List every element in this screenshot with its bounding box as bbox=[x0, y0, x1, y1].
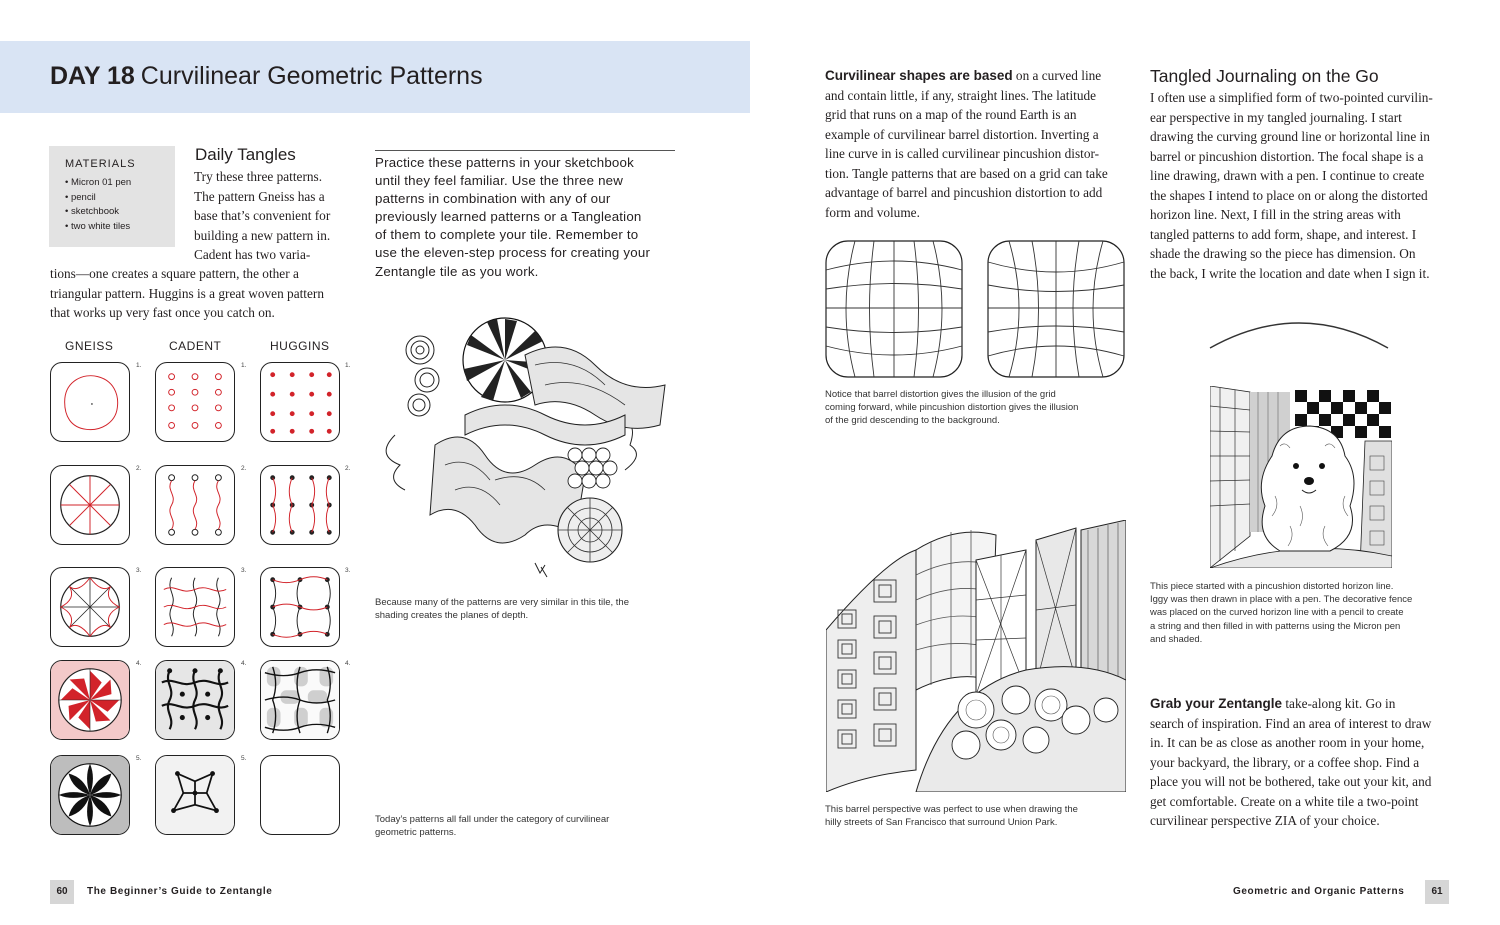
gneiss-step-1 bbox=[50, 362, 130, 442]
text-line: coming forward, while pincushion distortion gives the illusion bbox=[825, 402, 1079, 414]
day-label: DAY 18 bbox=[50, 62, 135, 90]
text-line: the shapes I intend to place on or along the distorted bbox=[1150, 187, 1428, 203]
text-line: a string and then filled in with patterns using the Micron pen bbox=[1150, 620, 1401, 632]
distortion-caption bbox=[825, 388, 1078, 428]
text-line: ear perspective in my tangled journaling. I start bbox=[1150, 109, 1402, 125]
daily-tangles-text-wide bbox=[50, 264, 324, 323]
curvilinear-lead: Curvilinear shapes are based bbox=[825, 68, 1013, 83]
grab-lead: Grab your Zentangle bbox=[1150, 696, 1283, 711]
step-number: 1. bbox=[241, 362, 247, 369]
text-line: tangled patterns to add form, shape, and interest. I bbox=[1150, 226, 1417, 242]
page-title bbox=[50, 62, 483, 91]
text-line: Try these three patterns. bbox=[194, 169, 323, 184]
cadent-step-2 bbox=[155, 465, 235, 545]
text-line bbox=[825, 66, 1108, 86]
text-line bbox=[1150, 694, 1431, 714]
step-number: 4. bbox=[241, 660, 247, 667]
step-number: 2. bbox=[241, 465, 247, 472]
text-line: This piece started with a pincushion distorted horizon line. bbox=[1150, 581, 1394, 592]
cadent-step-4 bbox=[155, 660, 235, 740]
daily-tangles-heading: Daily Tangles bbox=[195, 145, 296, 164]
text-line: line curve in is called curvilinear pincushion distor- bbox=[825, 146, 1100, 161]
right-running-title: Geometric and Organic Patterns bbox=[1233, 886, 1405, 897]
text-line: get comfortable. Create on a white tile a two-point bbox=[1150, 793, 1419, 809]
text-line: triangular pattern. Huggins is a great woven pattern bbox=[50, 285, 324, 301]
journaling-text bbox=[1150, 88, 1433, 283]
category-caption bbox=[375, 813, 609, 839]
text-line: advantage of barrel and pincushion distortion to add bbox=[825, 185, 1103, 200]
text-line: This barrel perspective was perfect to use when drawing the bbox=[825, 804, 1078, 815]
huggins-step-4 bbox=[260, 660, 340, 740]
text-line: tion. Tangle patterns that are based on a grid can take bbox=[825, 165, 1108, 181]
tangle-tile-illustration bbox=[375, 305, 675, 585]
huggins-step-1 bbox=[260, 362, 340, 442]
divider bbox=[375, 150, 675, 151]
text-line: and shaded. bbox=[1150, 633, 1203, 645]
text-line: form and volume. bbox=[825, 204, 920, 220]
text-line: line drawing, drawn with a pen. I continue to create bbox=[1150, 168, 1425, 183]
materials-item: • two white tiles bbox=[65, 220, 175, 235]
gneiss-step-4 bbox=[50, 660, 130, 740]
practice-text bbox=[375, 154, 650, 281]
text-line: shade the drawing so the piece has dimension. On bbox=[1150, 246, 1416, 261]
text-span: on a curved line bbox=[1012, 68, 1102, 83]
cadent-step-5 bbox=[155, 755, 235, 835]
text-line: Notice that barrel distortion gives the illusion of the grid bbox=[825, 389, 1056, 400]
san-francisco-caption bbox=[825, 803, 1078, 829]
step-number: 1. bbox=[345, 362, 351, 369]
journaling-heading: Tangled Journaling on the Go bbox=[1150, 66, 1379, 86]
text-line: tions—one creates a square pattern, the other a bbox=[50, 266, 299, 281]
grab-kit-text bbox=[1150, 694, 1431, 831]
barrel-distortion-grid bbox=[825, 240, 963, 378]
text-line: that works up very fast once you catch on. bbox=[50, 305, 275, 320]
chapter-title: Curvilinear Geometric Patterns bbox=[140, 62, 483, 90]
step-number: 2. bbox=[136, 465, 142, 472]
materials-list bbox=[65, 176, 175, 234]
text-line: The pattern Gneiss has a bbox=[194, 188, 325, 204]
text-line: and contain little, if any, straight lines. The latitude bbox=[825, 87, 1097, 103]
text-line: Practice these patterns in your sketchbook bbox=[375, 155, 634, 170]
step-number: 4. bbox=[136, 660, 142, 667]
column-heading-gneiss: GNEISS bbox=[65, 339, 114, 353]
text-line: hilly streets of San Francisco that surround Union Park. bbox=[825, 817, 1058, 829]
gneiss-step-2 bbox=[50, 465, 130, 545]
step-number: 5. bbox=[241, 755, 247, 762]
huggins-step-3 bbox=[260, 567, 340, 647]
text-line: example of curvilinear barrel distortion. Inverting a bbox=[825, 126, 1099, 142]
text-line: your backyard, the library, or a coffee shop. Find a bbox=[1150, 754, 1420, 770]
materials-item: • Micron 01 pen bbox=[65, 176, 175, 191]
text-line: of them to complete your tile. Remember to bbox=[375, 227, 639, 243]
gneiss-step-5 bbox=[50, 755, 130, 835]
text-line: I often use a simplified form of two-pointed curvilin- bbox=[1150, 90, 1433, 105]
text-line: Cadent has two varia- bbox=[194, 247, 311, 262]
cadent-step-1 bbox=[155, 362, 235, 442]
curved-horizon-line bbox=[1208, 312, 1390, 352]
text-line: Because many of the patterns are very similar in this tile, the bbox=[375, 597, 629, 608]
left-page-number: 60 bbox=[50, 880, 74, 904]
materials-box bbox=[49, 146, 175, 247]
text-line: curvilinear perspective ZIA of your choice. bbox=[1150, 813, 1380, 828]
huggins-step-2 bbox=[260, 465, 340, 545]
curvilinear-text bbox=[825, 66, 1108, 222]
iggy-caption bbox=[1150, 580, 1412, 646]
step-number: 1. bbox=[136, 362, 142, 369]
column-heading-huggins: HUGGINS bbox=[270, 339, 330, 353]
step-number: 3. bbox=[136, 567, 142, 574]
pincushion-distortion-grid bbox=[987, 240, 1125, 378]
text-line: of the grid descending to the background. bbox=[825, 415, 1000, 427]
text-line: building a new pattern in. bbox=[194, 227, 331, 243]
text-line: was placed on the curved horizon line with a pencil to create bbox=[1150, 607, 1404, 619]
tile-caption bbox=[375, 596, 629, 622]
text-line: drawing the curving ground line or horizontal line in bbox=[1150, 129, 1430, 144]
text-line: shading creates the planes of depth. bbox=[375, 610, 529, 622]
text-line: horizon line. Next, I fill in the string areas with bbox=[1150, 207, 1401, 222]
san-francisco-drawing bbox=[826, 520, 1126, 792]
step-number: 2. bbox=[345, 465, 351, 472]
cadent-step-3 bbox=[155, 567, 235, 647]
text-line: the back, I write the location and date when I sign it. bbox=[1150, 265, 1430, 281]
right-page-number: 61 bbox=[1425, 880, 1449, 904]
text-line: search of inspiration. Find an area of interest to draw bbox=[1150, 715, 1432, 731]
text-line: previously learned patterns or a Tangleation bbox=[375, 209, 642, 225]
text-line: use the eleven-step process for creating your bbox=[375, 245, 651, 261]
text-line: patterns in combination with any of our bbox=[375, 191, 611, 207]
text-line: barrel or pincushion distortion. The focal shape is a bbox=[1150, 148, 1424, 164]
left-running-title: The Beginner’s Guide to Zentangle bbox=[87, 886, 273, 897]
text-line: place you will not be bothered, take out your kit, and bbox=[1150, 774, 1432, 789]
text-line: Zentangle tile as you work. bbox=[375, 263, 539, 279]
text-span: take-along kit. Go in bbox=[1282, 696, 1396, 711]
step-number: 5. bbox=[136, 755, 142, 762]
iggy-dog-drawing bbox=[1210, 386, 1392, 568]
text-line: geometric patterns. bbox=[375, 827, 457, 839]
materials-item: • pencil bbox=[65, 191, 175, 206]
text-line: until they feel familiar. Use the three new bbox=[375, 173, 624, 189]
text-line: in. It can be as close as another room in your home, bbox=[1150, 735, 1425, 750]
text-line: Today’s patterns all fall under the category of curvilinear bbox=[375, 814, 610, 825]
materials-heading: MATERIALS bbox=[65, 158, 136, 170]
column-heading-cadent: CADENT bbox=[169, 339, 222, 353]
step-number: 3. bbox=[345, 567, 351, 574]
text-line: grid that runs on a map of the round Earth is an bbox=[825, 107, 1077, 122]
step-number: 3. bbox=[241, 567, 247, 574]
huggins-step-5-blank bbox=[260, 755, 340, 835]
text-line: base that’s convenient for bbox=[194, 208, 331, 223]
step-number: 4. bbox=[345, 660, 351, 667]
materials-item: • sketchbook bbox=[65, 205, 175, 220]
daily-tangles-text-narrow bbox=[194, 167, 354, 265]
text-line: Iggy was then drawn in place with a pen. The decorative fence bbox=[1150, 594, 1413, 606]
gneiss-step-3 bbox=[50, 567, 130, 647]
